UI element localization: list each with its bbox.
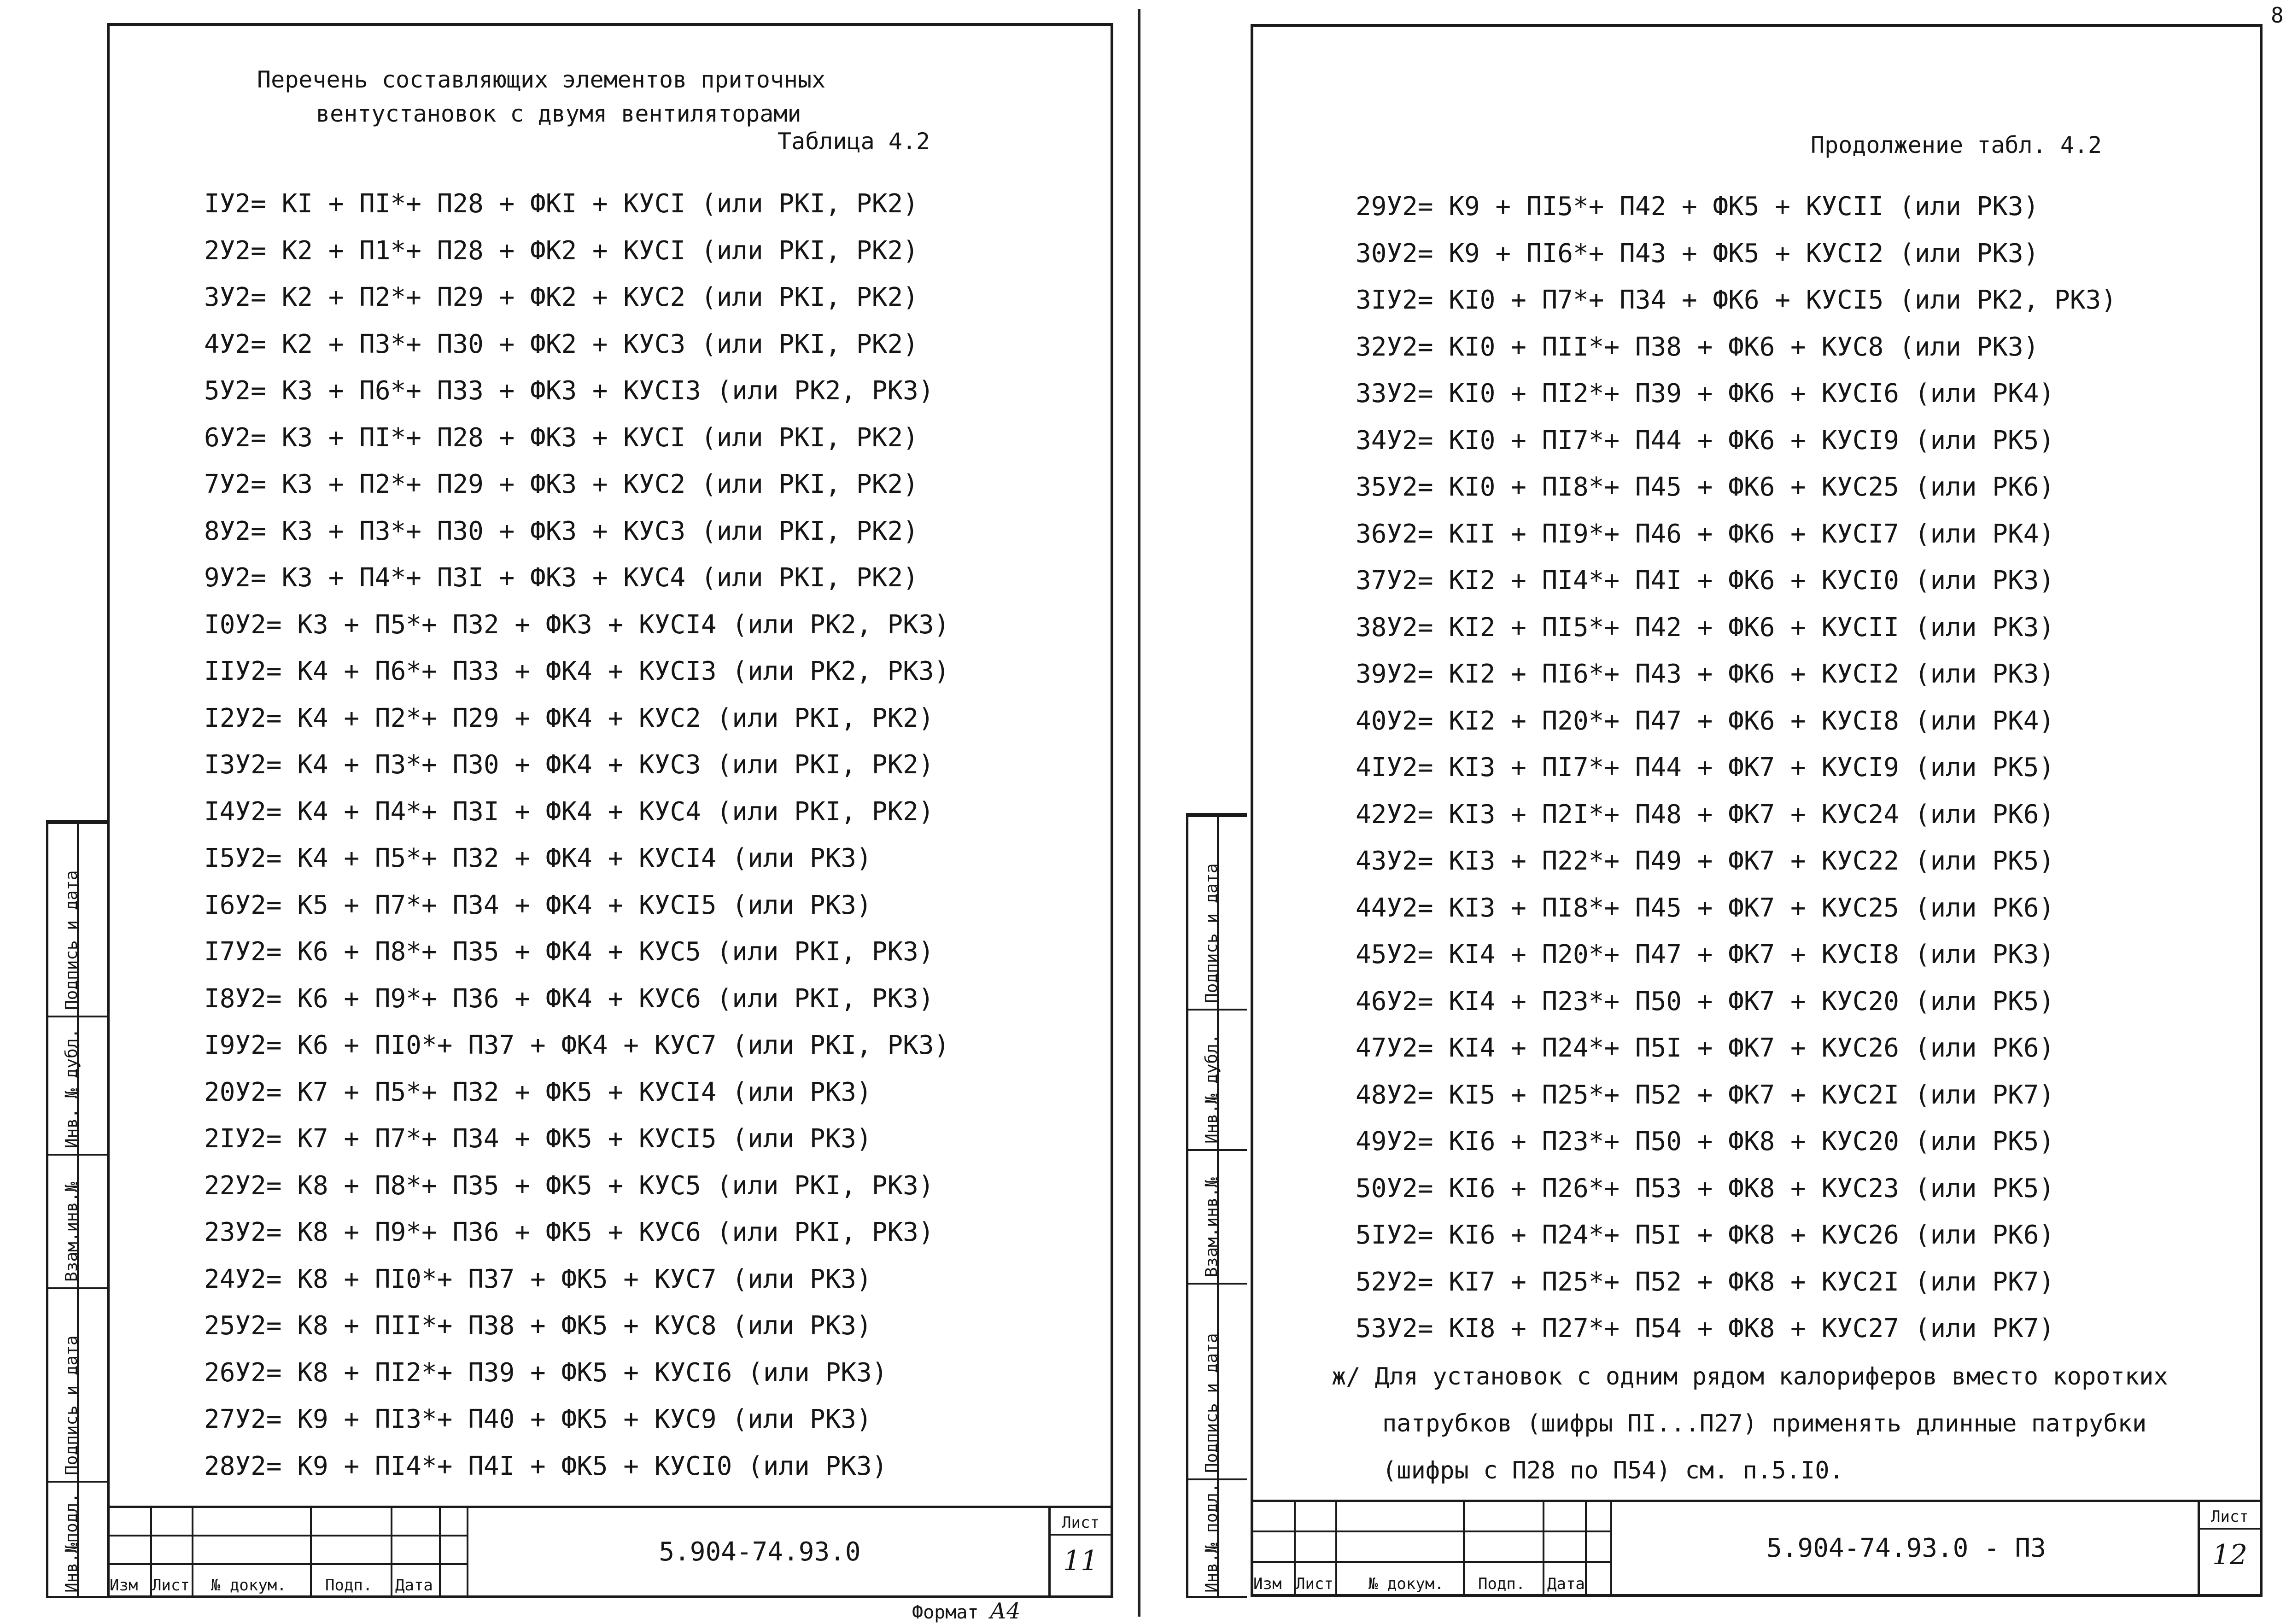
composition-row: 6У2= К3 + ПI*+ П28 + ФК3 + КУСI (или РКI, РК2) — [204, 422, 918, 453]
composition-row: 53У2= КI8 + П27*+ П54 + ФК8 + КУС27 (или РК7) — [1356, 1314, 2055, 1344]
right-page — [1251, 24, 2263, 1597]
composition-row: 20У2= К7 + П5*+ П32 + ФК5 + КУСI4 (или РК3) — [204, 1077, 872, 1107]
title-block-grid — [1253, 1502, 1610, 1594]
sheet-number: 11 — [1063, 1545, 1099, 1577]
stamp-caption-change: Изм — [110, 1576, 138, 1595]
composition-row: 5IУ2= КI6 + П24*+ П5I + ФК8 + КУС26 (или РК6) — [1356, 1220, 2055, 1250]
title-block-grid — [110, 1508, 467, 1595]
margin-cell-orig-inv: Инв.№подл. — [48, 1481, 107, 1598]
composition-row: 50У2= КI6 + П26*+ П53 + ФК8 + КУС23 (или РК5) — [1356, 1173, 2055, 1203]
composition-row: 24У2= К8 + ПI0*+ П37 + ФК5 + КУС7 (или РК3) — [204, 1264, 872, 1294]
composition-row: 5У2= К3 + П6*+ П33 + ФК3 + КУСI3 (или РК2, РК3) — [204, 376, 934, 406]
composition-row: 40У2= КI2 + П20*+ П47 + ФК6 + КУСI8 (или РК4) — [1356, 706, 2055, 736]
composition-row: 4У2= К2 + П3*+ П30 + ФК2 + КУС3 (или РКI, РК2) — [204, 329, 918, 359]
composition-row: 37У2= КI2 + ПI4*+ П4I + ФК6 + КУСI0 (или РК3) — [1356, 566, 2055, 596]
composition-row: I6У2= К5 + П7*+ П34 + ФК4 + КУСI5 (или РК3) — [204, 890, 872, 920]
composition-row: 34У2= КI0 + ПI7*+ П44 + ФК6 + КУСI9 (или РК5) — [1356, 425, 2055, 456]
footnote-line-3: (шифры с П28 по П54) см. п.5.I0. — [1382, 1457, 1844, 1484]
composition-row: 42У2= КI3 + П2I*+ П48 + ФК7 + КУС24 (или РК6) — [1356, 799, 2055, 830]
format-label: Формат А4 — [912, 1598, 1021, 1624]
composition-row: 44У2= КI3 + ПI8*+ П45 + ФК7 + КУС25 (или РК6) — [1356, 893, 2055, 923]
sheet-label: Лист — [1051, 1513, 1111, 1536]
composition-row: IУ2= КI + ПI*+ П28 + ФКI + КУСI (или РКI, РК2) — [204, 189, 918, 219]
title-block — [1253, 1500, 2260, 1594]
composition-row: 22У2= К8 + П8*+ П35 + ФК5 + КУС5 (или РКI, РК3) — [204, 1170, 934, 1201]
sheet-label: Лист — [2200, 1507, 2260, 1530]
composition-row: 29У2= К9 + ПI5*+ П42 + ФК5 + КУСII (или РК3) — [1356, 192, 2039, 222]
composition-row: I2У2= К4 + П2*+ П29 + ФК4 + КУС2 (или РКI, РК2) — [204, 703, 934, 733]
footnote-line-1: ж/ Для установок с одним рядом калориферов вместо коротких — [1332, 1363, 2168, 1390]
composition-list — [204, 181, 949, 1490]
footnote — [1332, 1353, 2168, 1494]
composition-row: 45У2= КI4 + П20*+ П47 + ФК7 + КУСI8 (или РК3) — [1356, 940, 2055, 970]
composition-row: I4У2= К4 + П4*+ П3I + ФК4 + КУС4 (или РКI, РК2) — [204, 796, 934, 827]
composition-row: 48У2= КI5 + П25*+ П52 + ФК7 + КУС2I (или РК7) — [1356, 1080, 2055, 1110]
composition-row: 27У2= К9 + ПI3*+ П40 + ФК5 + КУС9 (или РК3) — [204, 1404, 872, 1434]
title-block — [110, 1506, 1111, 1595]
composition-row: 23У2= К8 + П9*+ П36 + ФК5 + КУС6 (или РКI, РК3) — [204, 1217, 934, 1247]
margin-cell-dup-inv: Инв.№ дубл. — [1188, 1009, 1247, 1149]
stamp-caption-date: Дата — [1547, 1575, 1585, 1593]
stamp-caption-sheet: Лист — [1296, 1575, 1333, 1593]
composition-row: 38У2= КI2 + ПI5*+ П42 + ФК6 + КУСII (или РК3) — [1356, 612, 2055, 643]
composition-row: 8У2= К3 + П3*+ П30 + ФК3 + КУС3 (или РКI, РК2) — [204, 516, 918, 546]
composition-row: I5У2= К4 + П5*+ П32 + ФК4 + КУСI4 (или РК3) — [204, 843, 872, 873]
composition-row: I9У2= К6 + ПI0*+ П37 + ФК4 + КУС7 (или РКI, РК3) — [204, 1030, 950, 1060]
composition-row: 28У2= К9 + ПI4*+ П4I + ФК5 + КУСI0 (или РК3) — [204, 1451, 888, 1481]
composition-row: 35У2= КI0 + ПI8*+ П45 + ФК6 + КУС25 (или РК6) — [1356, 472, 2055, 502]
left-page — [107, 23, 1113, 1598]
composition-row: 43У2= КI3 + П22*+ П49 + ФК7 + КУС22 (или РК5) — [1356, 846, 2055, 876]
composition-row: 33У2= КI0 + ПI2*+ П39 + ФК6 + КУСI6 (или РК4) — [1356, 379, 2055, 409]
stamp-caption-sheet: Лист — [152, 1576, 190, 1595]
table-continuation-label: Продолжение табл. 4.2 — [1811, 132, 2102, 158]
composition-row: 32У2= КI0 + ПII*+ П38 + ФК6 + КУС8 (или РК3) — [1356, 332, 2039, 362]
composition-row: 26У2= К8 + ПI2*+ П39 + ФК5 + КУСI6 (или РК3) — [204, 1357, 888, 1388]
composition-row: I7У2= К6 + П8*+ П35 + ФК4 + КУС5 (или РКI, РК3) — [204, 937, 934, 967]
composition-row: 36У2= КII + ПI9*+ П46 + ФК6 + КУСI7 (или РК4) — [1356, 519, 2055, 549]
margin-cell-dup-inv: Инв. № дубл. — [48, 1016, 107, 1154]
composition-row: 3IУ2= КI0 + П7*+ П34 + ФК6 + КУСI5 (или РК2, РК3) — [1356, 285, 2117, 315]
composition-row: 39У2= КI2 + ПI6*+ П43 + ФК6 + КУСI2 (или РК3) — [1356, 659, 2055, 689]
composition-row: I3У2= К4 + П3*+ П30 + ФК4 + КУС3 (или РКI, РК2) — [204, 750, 934, 780]
margin-cell-replace-inv: Взам.инв.№ — [1188, 1149, 1247, 1283]
stamp-caption-date: Дата — [395, 1576, 433, 1595]
sheet-box — [1048, 1508, 1111, 1595]
composition-row: 49У2= КI6 + П23*+ П50 + ФК8 + КУС20 (или РК5) — [1356, 1127, 2055, 1157]
document-code: 5.904-74.93.0 - ПЗ — [1766, 1533, 2046, 1563]
table-title-line-1: Перечень составляющих элементов приточных — [257, 66, 826, 93]
stamp-caption-doc: № докум. — [1368, 1575, 1444, 1593]
composition-row: 4IУ2= КI3 + ПI7*+ П44 + ФК7 + КУСI9 (или РК5) — [1356, 753, 2055, 783]
composition-row: 30У2= К9 + ПI6*+ П43 + ФК5 + КУСI2 (или РК3) — [1356, 238, 2039, 269]
composition-row: 47У2= КI4 + П24*+ П5I + ФК7 + КУС26 (или РК6) — [1356, 1033, 2055, 1063]
stamp-caption-sign: Подп. — [325, 1576, 373, 1595]
margin-cell-replace-inv: Взам.инв.№ — [48, 1154, 107, 1287]
document-code: 5.904-74.93.0 — [659, 1536, 861, 1567]
composition-list-continued — [1356, 183, 2117, 1352]
margin-cell-orig-inv: Инв.№ подл. — [1188, 1478, 1247, 1598]
composition-row: I0У2= К3 + П5*+ П32 + ФК3 + КУСI4 (или РК2, РК3) — [204, 609, 950, 640]
table-label: Таблица 4.2 — [778, 128, 930, 155]
margin-cell-sign-date: Подпись и дата — [48, 822, 107, 1016]
margin-cell-sign-date: Подпись и дата — [1188, 815, 1247, 1009]
stamp-caption-doc: № докум. — [211, 1576, 286, 1595]
composition-row: 9У2= К3 + П4*+ П3I + ФК3 + КУС4 (или РКI, РК2) — [204, 563, 918, 593]
composition-row: IIУ2= К4 + П6*+ П33 + ФК4 + КУСI3 (или РК2, РК3) — [204, 656, 950, 686]
composition-row: 46У2= КI4 + П23*+ П50 + ФК7 + КУС20 (или РК5) — [1356, 986, 2055, 1016]
page-gutter — [1138, 9, 1140, 1617]
table-title-line-2: вентустановок с двумя вентиляторами — [316, 100, 801, 127]
margin-cell-sign-date-2: Подпись и дата — [1188, 1283, 1247, 1478]
stamp-caption-sign: Подп. — [1478, 1575, 1526, 1593]
corner-page-number: 8 — [2271, 3, 2284, 28]
left-binding-margin — [46, 820, 107, 1598]
composition-row: I8У2= К6 + П9*+ П36 + ФК4 + КУС6 (или РКI, РК3) — [204, 983, 934, 1014]
composition-row: 3У2= К2 + П2*+ П29 + ФК2 + КУС2 (или РКI, РК2) — [204, 282, 918, 312]
composition-row: 25У2= К8 + ПII*+ П38 + ФК5 + КУС8 (или РК3) — [204, 1311, 872, 1341]
right-binding-margin — [1186, 813, 1247, 1598]
composition-row: 2IУ2= К7 + П7*+ П34 + ФК5 + КУСI5 (или РК3) — [204, 1124, 872, 1154]
sheet-number: 12 — [2212, 1539, 2248, 1571]
composition-row: 7У2= К3 + П2*+ П29 + ФК3 + КУС2 (или РКI, РК2) — [204, 469, 918, 499]
sheet-box — [2198, 1502, 2260, 1594]
margin-cell-sign-date-2: Подпись и дата — [48, 1287, 107, 1481]
composition-row: 2У2= К2 + П1*+ П28 + ФК2 + КУСI (или РКI, РК2) — [204, 235, 918, 266]
footnote-line-2: патрубков (шифры ПI...П27) применять длинные патрубки — [1382, 1410, 2147, 1437]
composition-row: 52У2= КI7 + П25*+ П52 + ФК8 + КУС2I (или РК7) — [1356, 1267, 2055, 1297]
stamp-caption-change: Изм — [1253, 1575, 1282, 1593]
